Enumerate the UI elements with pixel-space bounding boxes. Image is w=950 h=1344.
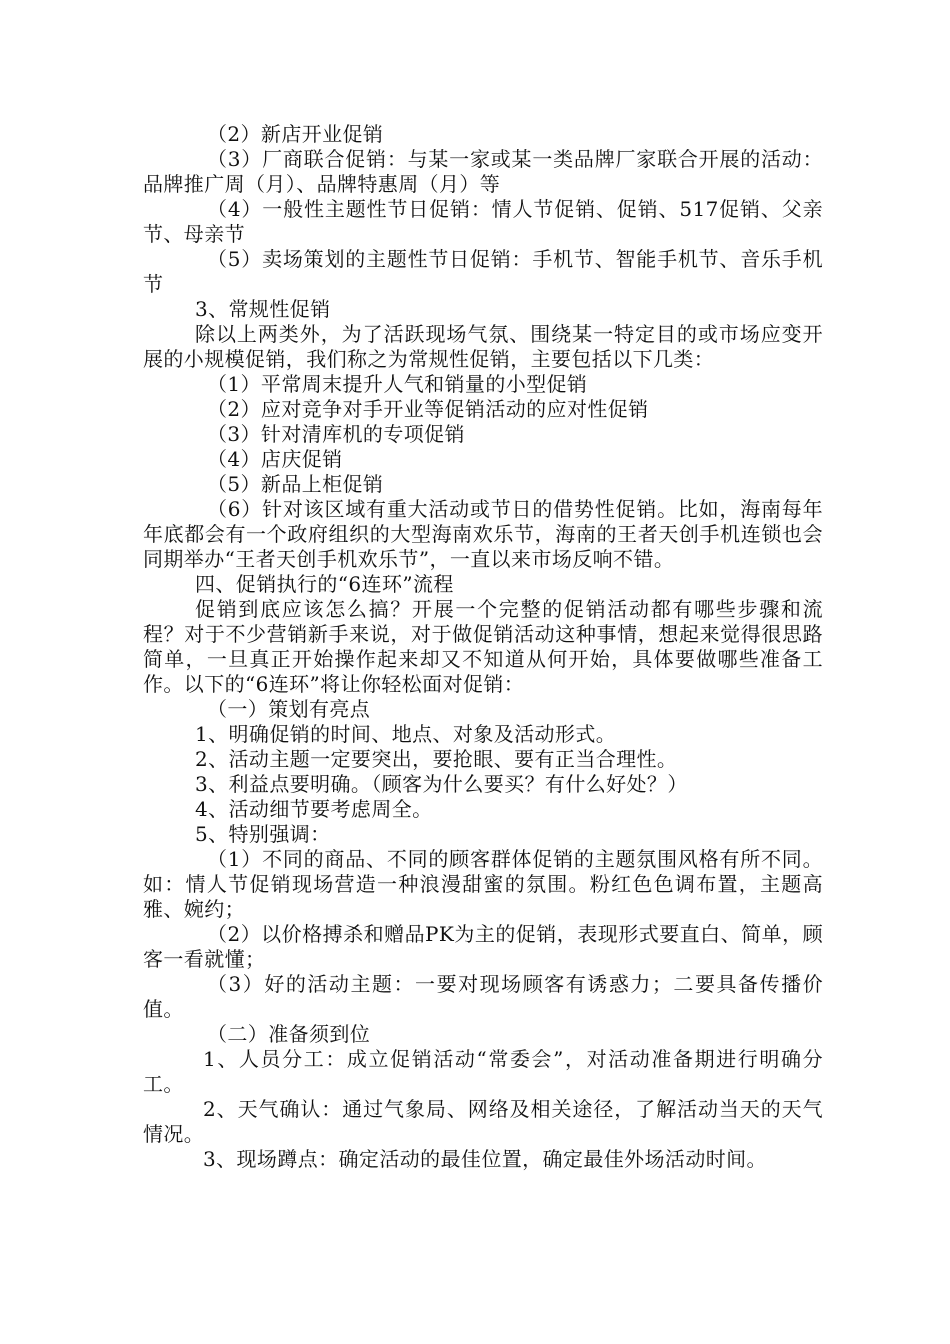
list-item-emphasis-3: （3）好的活动主题：一要对现场顾客有诱惑力；二要具备传播价值。 — [143, 972, 823, 1021]
paragraph-regular-promo-intro: 除以上两类外，为了活跃现场气氛、围绕某一特定目的或市场应变开展的小规模促销，我们称之为常规性促销，主要包括以下几类： — [143, 322, 823, 371]
list-item-emphasis-2: （2）以价格搏杀和赠品PK为主的促销，表现形式要直白、简单，顾客一看就懂； — [143, 922, 823, 971]
list-item-planning-5: 5、特别强调： — [195, 822, 331, 846]
heading-six-step-process: 四、促销执行的“6连环”流程 — [195, 572, 454, 596]
list-item-event-promo: （6）针对该区域有重大活动或节日的借势性促销。比如，海南每年年底都会有一个政府组织的大型海南欢乐节，海南的王者天创手机连锁也会同期举办“王者天创手机欢乐节”，一直以来市场反响不错。 — [143, 497, 823, 571]
list-item-competitor-promo: （2）应对竞争对手开业等促销活动的应对性促销 — [207, 397, 649, 421]
list-item-new-product-promo: （5）新品上柜促销 — [207, 472, 384, 496]
paragraph-holiday-promo: （4）一般性主题性节日促销：情人节促销、促销、517促销、父亲节、母亲节 — [143, 197, 823, 246]
paragraph-six-step-intro: 促销到底应该怎么搞？开展一个完整的促销活动都有哪些步骤和流程？对于不少营销新手来说，对于做促销活动这种事情，想起来觉得很思路简单，一旦真正开始操作起来却又不知道从何开始，具体要做哪些准备工作。以下的“6连环”将让你轻松面对促销： — [143, 597, 823, 696]
heading-preparation: （二）准备须到位 — [207, 1022, 371, 1046]
document-body — [143, 122, 823, 1172]
list-item-preparation-1: 1、人员分工：成立促销活动“常委会”，对活动准备期进行明确分工。 — [143, 1047, 823, 1096]
list-item-planning-2: 2、活动主题一定要突出，要抢眼、要有正当合理性。 — [195, 747, 678, 771]
paragraph-store-festival-promo: （5）卖场策划的主题性节日促销：手机节、智能手机节、音乐手机节 — [143, 247, 823, 296]
paragraph-joint-promo: （3）厂商联合促销：与某一家或某一类品牌厂家联合开展的活动：品牌推广周（月）、品牌特惠周（月）等 — [143, 147, 823, 196]
heading-planning-highlights: （一）策划有亮点 — [207, 697, 371, 721]
list-item-emphasis-1: （1）不同的商品、不同的顾客群体促销的主题氛围风格有所不同。如：情人节促销现场营造一种浪漫甜蜜的氛围。粉红色色调布置，主题高雅、婉约； — [143, 847, 823, 921]
list-item-clearance-promo: （3）针对清库机的专项促销 — [207, 422, 465, 446]
list-item-weekend-promo: （1）平常周末提升人气和销量的小型促销 — [207, 372, 588, 396]
paragraph-new-store-promo: （2）新店开业促销 — [207, 122, 384, 146]
list-item-planning-1: 1、明确促销的时间、地点、对象及活动形式。 — [195, 722, 617, 746]
list-item-anniversary-promo: （4）店庆促销 — [207, 447, 343, 471]
list-item-planning-4: 4、活动细节要考虑周全。 — [195, 797, 433, 821]
list-item-planning-3: 3、利益点要明确。（顾客为什么要买？有什么好处？） — [195, 772, 688, 796]
heading-regular-promo: 3、常规性促销 — [195, 297, 331, 321]
list-item-preparation-3: 3、现场蹲点：确定活动的最佳位置，确定最佳外场活动时间。 — [203, 1147, 767, 1171]
list-item-preparation-2: 2、天气确认：通过气象局、网络及相关途径，了解活动当天的天气情况。 — [143, 1097, 823, 1146]
